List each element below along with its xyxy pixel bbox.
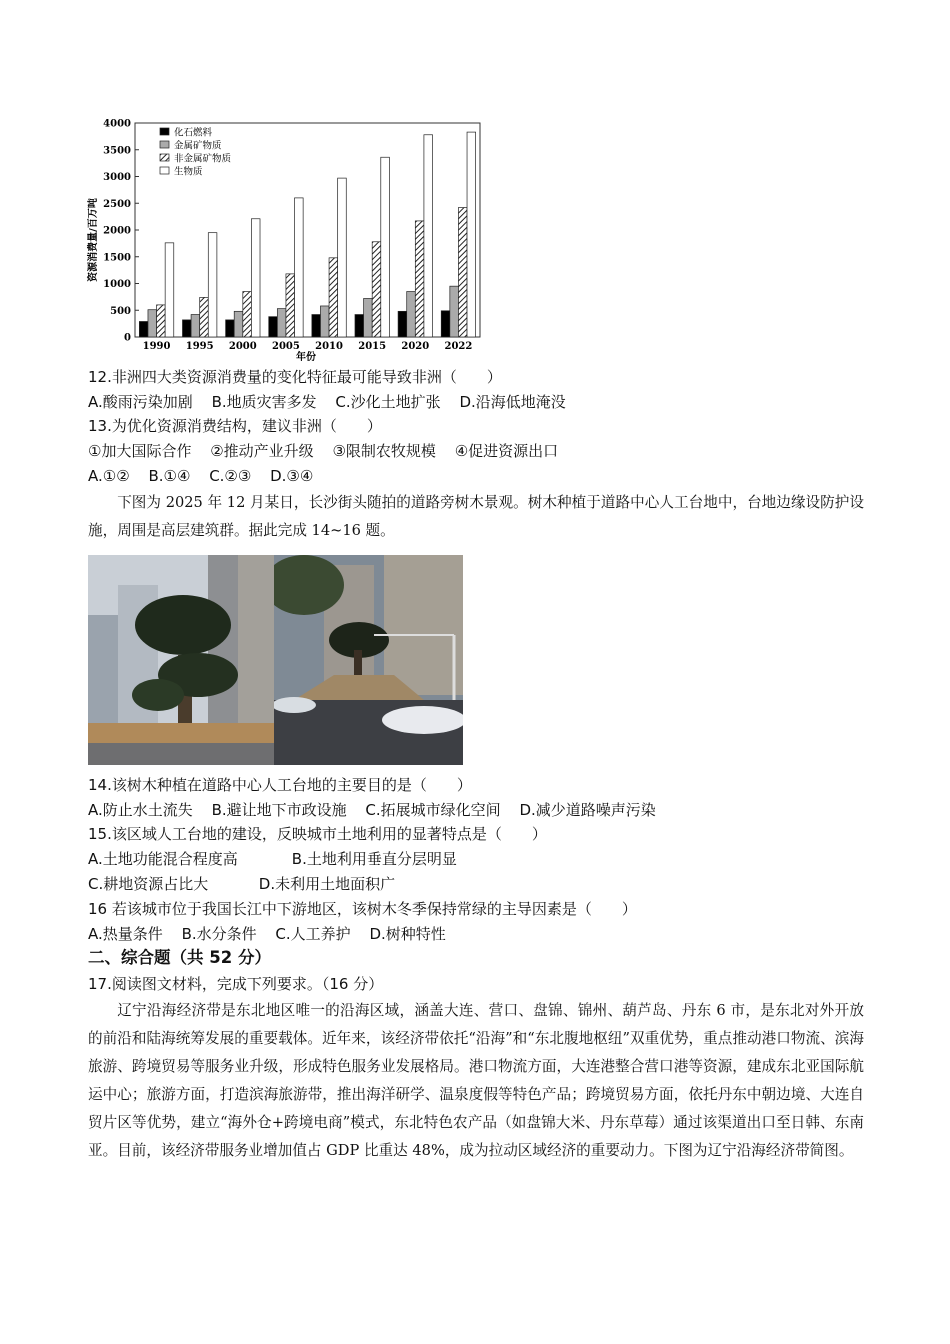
tree-photo-left [88,555,274,765]
bar-solid-black-2010 [312,315,321,337]
bar-hatched-2010 [329,258,338,337]
bar-solid-black-2022 [441,311,450,337]
bar-hatched-2015 [372,242,381,337]
q16-option-d[interactable]: D.树种特性 [369,925,446,943]
x-tick-label: 2000 [228,341,257,352]
bar-gray-1990 [148,310,157,337]
q13-option-c[interactable]: C.②③ [209,467,252,485]
bar-hatched-2000 [243,292,252,337]
legend-label: 化石燃料 [174,127,213,139]
q13-option-d[interactable]: D.③④ [270,467,314,485]
q16-options [88,924,460,944]
bar-hatched-1990 [157,305,166,337]
bar-hatched-2005 [286,274,295,337]
q17-stem: 17.阅读图文材料，完成下列要求。（16 分） [88,975,384,993]
bar-solid-black-2005 [269,317,278,337]
q13-option-b[interactable]: B.①④ [148,467,191,485]
y-tick-label: 2500 [103,198,131,210]
q14-option-a[interactable]: A.防止水土流失 [88,801,193,819]
legend-swatch-hatched [160,154,169,161]
y-tick-label: 3000 [103,172,131,183]
bar-white-2010 [338,178,347,337]
bar-solid-black-2015 [355,315,364,337]
legend-swatch-white [160,167,169,174]
bar-gray-2015 [364,298,373,337]
q12-option-a[interactable]: A.酸雨污染加剧 [88,393,193,411]
bar-white-2022 [467,132,476,337]
q15-option-a[interactable]: A.土地功能混合程度高 [88,850,238,868]
q15-stem: 15.该区域人工台地的建设，反映城市土地利用的显著特点是（ ） [88,825,547,843]
bar-white-2020 [424,135,433,337]
q13-options [88,466,327,486]
q12-options [88,392,580,412]
bar-solid-black-2000 [226,320,235,337]
y-tick-label: 0 [124,332,131,344]
section-2-heading: 二、综合题（共 52 分） [88,948,271,967]
q15-options-ab [88,849,471,869]
q13-stem: 13.为优化资源消费结构，建议非洲（ ） [88,417,382,435]
q16-stem: 16 若该城市位于我国长江中下游地区，该树木冬季保持常绿的主导因素是（ ） [88,900,637,918]
legend-label: 金属矿物质 [174,140,222,152]
y-tick-label: 1500 [103,252,131,264]
x-tick-label: 2020 [401,341,430,352]
q12-stem: 12.非洲四大类资源消费量的变化特征最可能导致非洲（ ） [88,368,502,386]
bar-white-2000 [251,219,260,337]
q13-item-1: ①加大国际合作 [88,442,192,460]
y-axis-label: 资源消费量/百万吨 [88,198,99,282]
x-tick-label: 2015 [358,341,387,352]
q13-item-2: ②推动产业升级 [210,442,314,460]
y-tick-label: 1000 [103,279,131,290]
bar-gray-2022 [450,286,459,337]
bar-gray-2000 [234,311,243,337]
bar-hatched-1995 [200,297,209,337]
q13-item-4: ④促进资源出口 [454,442,559,460]
q13-items [88,441,572,461]
bar-white-2015 [381,157,390,337]
q12-option-c[interactable]: C.沙化土地扩张 [335,393,441,411]
bar-solid-black-2020 [398,311,407,337]
q12-option-d[interactable]: D.沿海低地淹没 [459,393,566,411]
x-tick-label: 2005 [272,341,300,352]
bar-white-2005 [295,198,304,337]
x-tick-label: 1995 [185,341,214,352]
bar-solid-black-1995 [182,320,191,337]
bar-hatched-2020 [415,221,424,337]
y-tick-label: 2000 [103,225,131,237]
legend-swatch-gray [160,141,169,148]
q14-options [88,800,670,820]
q12-option-b[interactable]: B.地质灾害多发 [211,393,317,411]
bar-gray-2020 [407,292,416,337]
x-tick-label: 1990 [142,341,171,352]
q14-option-c[interactable]: C.拓展城市绿化空间 [365,801,501,819]
y-tick-label: 500 [110,305,131,317]
x-tick-label: 2010 [315,341,343,352]
intro-14-16: 下图为 2025 年 12 月某日，长沙街头随拍的道路旁树木景观。树木种植于道路中心人工台地中，台地边缘设防护设施，周围是高层建筑群。据此完成 14~16 题。 [88,494,864,539]
bar-gray-2010 [320,306,329,337]
y-tick-label: 3500 [103,145,131,157]
bar-solid-black-1990 [139,321,148,337]
q14-option-b[interactable]: B.避让地下市政设施 [211,801,347,819]
q16-option-c[interactable]: C.人工养护 [275,925,351,943]
q15-option-d[interactable]: D.未利用土地面积广 [258,875,396,893]
q15-option-b[interactable]: B.土地利用垂直分层明显 [291,850,457,868]
legend-label: 生物质 [174,166,203,178]
q14-stem: 14.该树木种植在道路中心人工台地的主要目的是（ ） [88,776,472,794]
legend-swatch-solid-black [160,128,169,135]
y-tick-label: 4000 [103,118,131,130]
q15-option-c[interactable]: C.耕地资源占比大 [88,875,209,893]
bar-gray-1995 [191,315,200,337]
bar-white-1995 [208,233,217,337]
q13-item-3: ③限制农牧规模 [332,442,436,460]
bar-gray-2005 [277,309,286,337]
q14-option-d[interactable]: D.减少道路噪声污染 [519,801,656,819]
q15-options-cd [88,874,409,894]
resource-consumption-chart [80,110,490,365]
bar-hatched-2022 [458,208,467,337]
tree-photo-right [274,555,463,765]
x-axis-label: 年份 [296,352,316,363]
bar-white-1990 [165,243,174,337]
x-tick-label: 2022 [444,341,473,352]
q16-option-b[interactable]: B.水分条件 [181,925,257,943]
legend-label: 非金属矿物质 [174,153,232,165]
q13-option-a[interactable]: A.①② [88,467,130,485]
q17-material: 辽宁沿海经济带是东北地区唯一的沿海区域，涵盖大连、营口、盘锦、锦州、葫芦岛、丹东 6 市，是东北对外开放的前沿和陆海统筹发展的重要载体。近年来，该经济带依托“沿海”和“东北腹地枢纽”双重优势，重点推动港口物流、滨海旅游、跨境贸易等服务业升级，形成特色服务业发展格局。港口物流方面，大连港整合营口港等资源，建成东北亚国际航运中心；旅游方面，打造滨海旅游带，推出海洋研学、温泉度假等特色产品；跨境贸易方面，依托丹东中朝边境、大连自贸片区等优势，建立“海外仓+跨境电商”模式，东北特色农产品（如盘锦大米、丹东草莓）通过该渠道出口至日韩、东南亚。目前，该经济带服务业增加值占 GDP 比重达 48%，成为拉动区域经济的重要动力。下图为辽宁沿海经济带简图。 [88,1002,864,1159]
q16-option-a[interactable]: A.热量条件 [88,925,163,943]
